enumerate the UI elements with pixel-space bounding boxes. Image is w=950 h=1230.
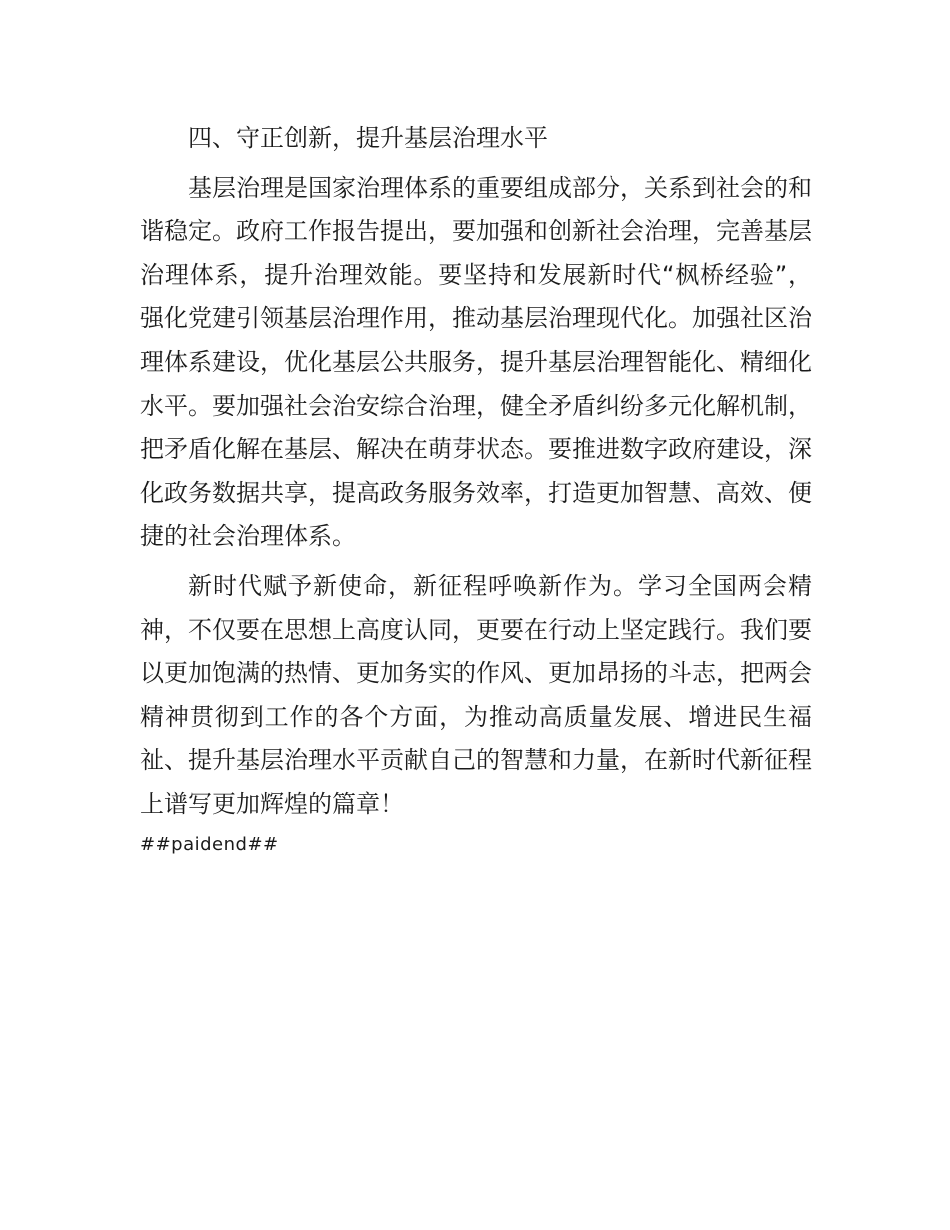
- document-body: [140, 117, 812, 833]
- section-heading: 四、守正创新，提升基层治理水平: [188, 124, 548, 152]
- end-marker: ##paidend##: [140, 834, 279, 855]
- paragraph-governance: 基层治理是国家治理体系的重要组成部分，关系到社会的和谐稳定。政府工作报告提出，要加强和创新社会治理，完善基层治理体系，提升治理效能。要坚持和发展新时代“枫桥经验”，强化党建引领基层治理作用，推动基层治理现代化。加强社区治理体系建设，优化基层公共服务，提升基层治理智能化、精细化水平。要加强社会治安综合治理，健全矛盾纠纷多元化解机制，把矛盾化解在基层、解决在萌芽状态。要推进数字政府建设，深化政务数据共享，提高政务服务效率，打造更加智慧、高效、便捷的社会治理体系。: [140, 173, 812, 551]
- paragraph-conclusion: 新时代赋予新使命，新征程呼唤新作为。学习全国两会精神，不仅要在思想上高度认同，更要在行动上坚定践行。我们要以更加饱满的热情、更加务实的作风、更加昂扬的斗志，把两会精神贯彻到工作的各个方面，为推动高质量发展、增进民生福祉、提升基层治理水平贡献自己的智慧和力量，在新时代新征程上谱写更加辉煌的篇章！: [140, 571, 812, 818]
